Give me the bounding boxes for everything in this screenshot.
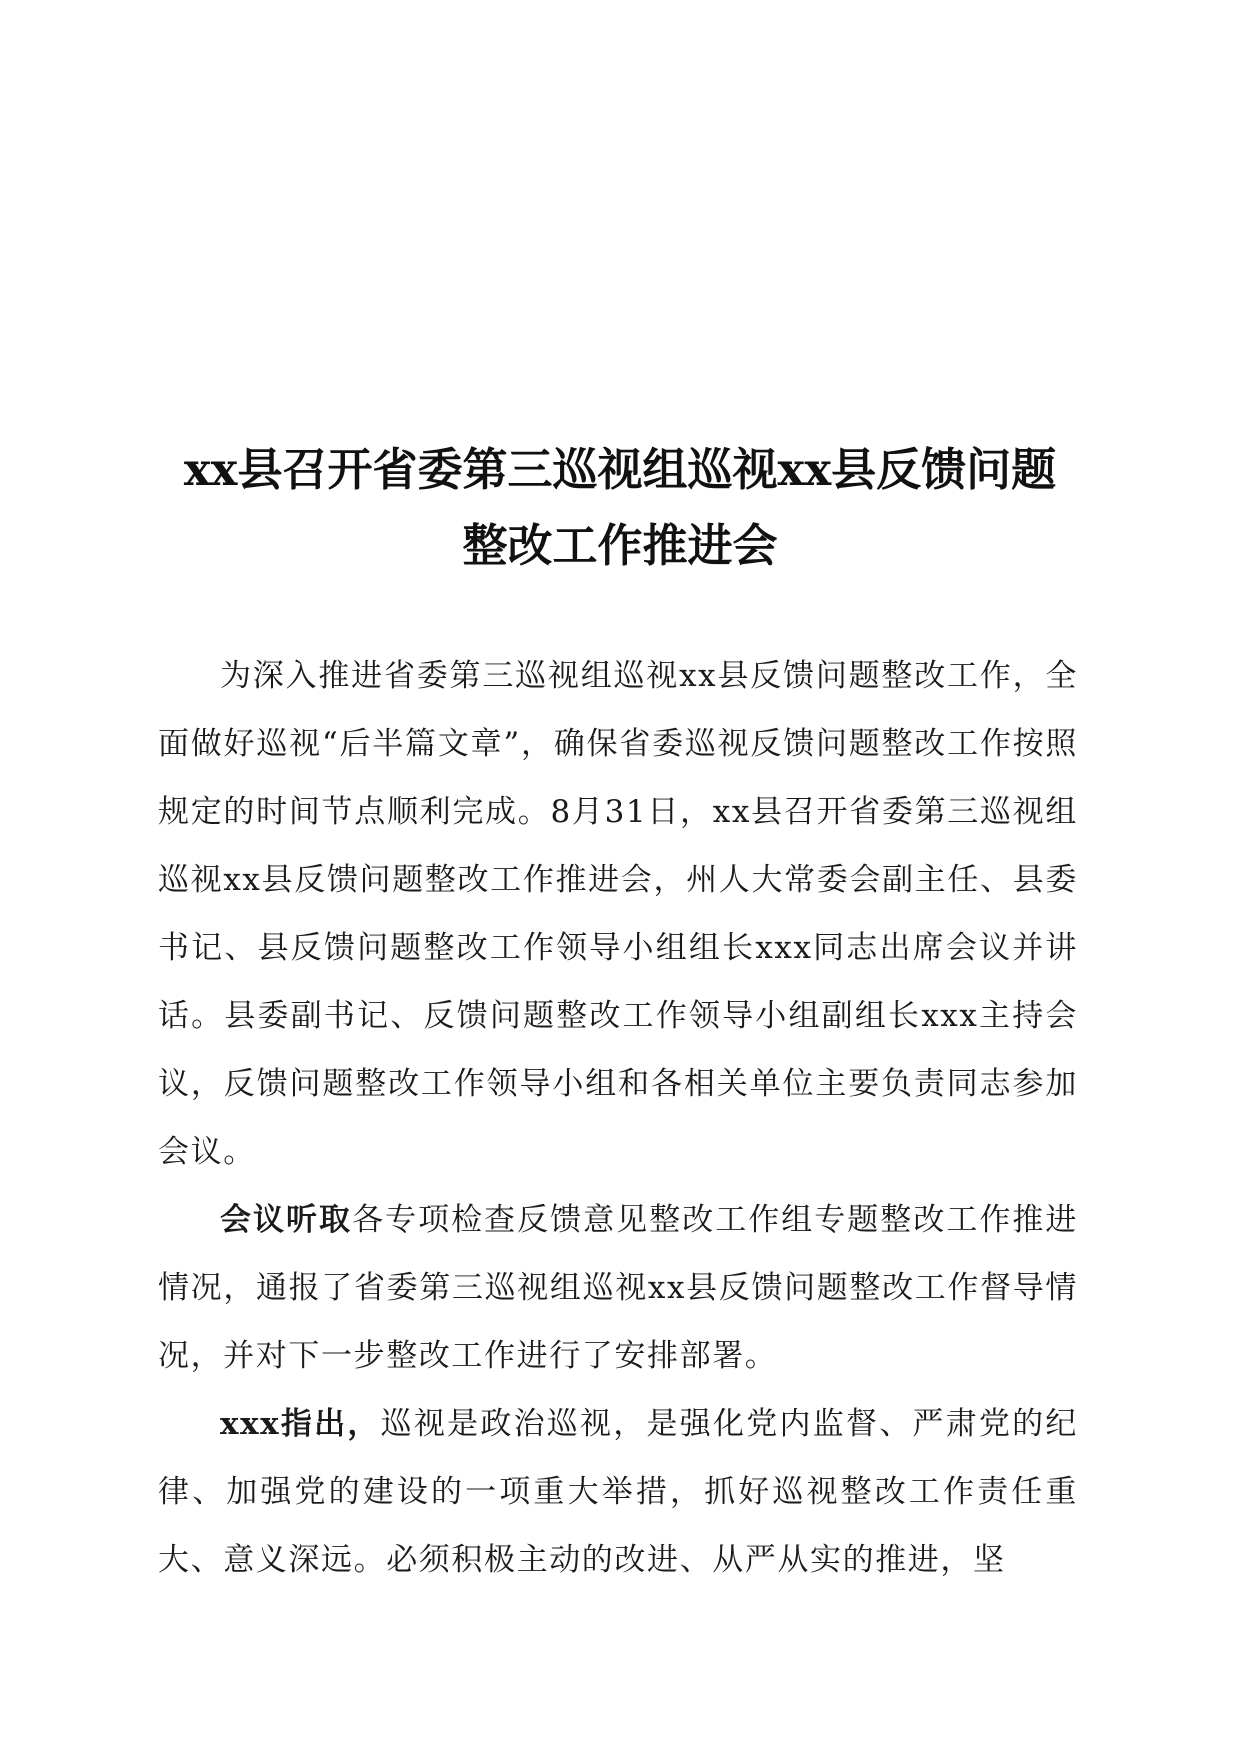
document-title [150, 432, 1090, 584]
paragraph-lead: 会议听取 [220, 1202, 353, 1238]
paragraph-meeting [158, 1186, 1078, 1390]
title-line-1: xx县召开省委第三巡视组巡视xx县反馈问题 [183, 443, 1057, 496]
paragraph-intro [158, 642, 1078, 1186]
paragraph-lead: xxx指出， [220, 1406, 381, 1442]
paragraph-text: 为深入推进省委第三巡视组巡视xx县反馈问题整改工作，全面做好巡视“后半篇文章”，确保省委巡视反馈问题整改工作按照规定的时间节点顺利完成。8月31日，xx县召开省委第三巡视组巡视xx县反馈问题整改工作推进会，州人大常委会副主任、县委书记、县反馈问题整改工作领导小组组长xxx同志出席会议并讲话。县委副书记、反馈问题整改工作领导小组副组长xxx主持会议，反馈问题整改工作领导小组和各相关单位主要负责同志参加会议。 [158, 658, 1078, 1170]
document-body [158, 642, 1078, 1594]
paragraph-remarks [158, 1390, 1078, 1594]
paragraph-text: 巡视是政治巡视，是强化党内监督、严肃党的纪律、加强党的建设的一项重大举措，抓好巡视整改工作责任重大、意义深远。必须积极主动的改进、从严从实的推进，坚 [158, 1406, 1078, 1578]
title-line-2: 整改工作推进会 [462, 519, 778, 572]
paragraph-text: 各专项检查反馈意见整改工作组专题整改工作推进情况，通报了省委第三巡视组巡视xx县反馈问题整改工作督导情况，并对下一步整改工作进行了安排部署。 [158, 1202, 1078, 1374]
